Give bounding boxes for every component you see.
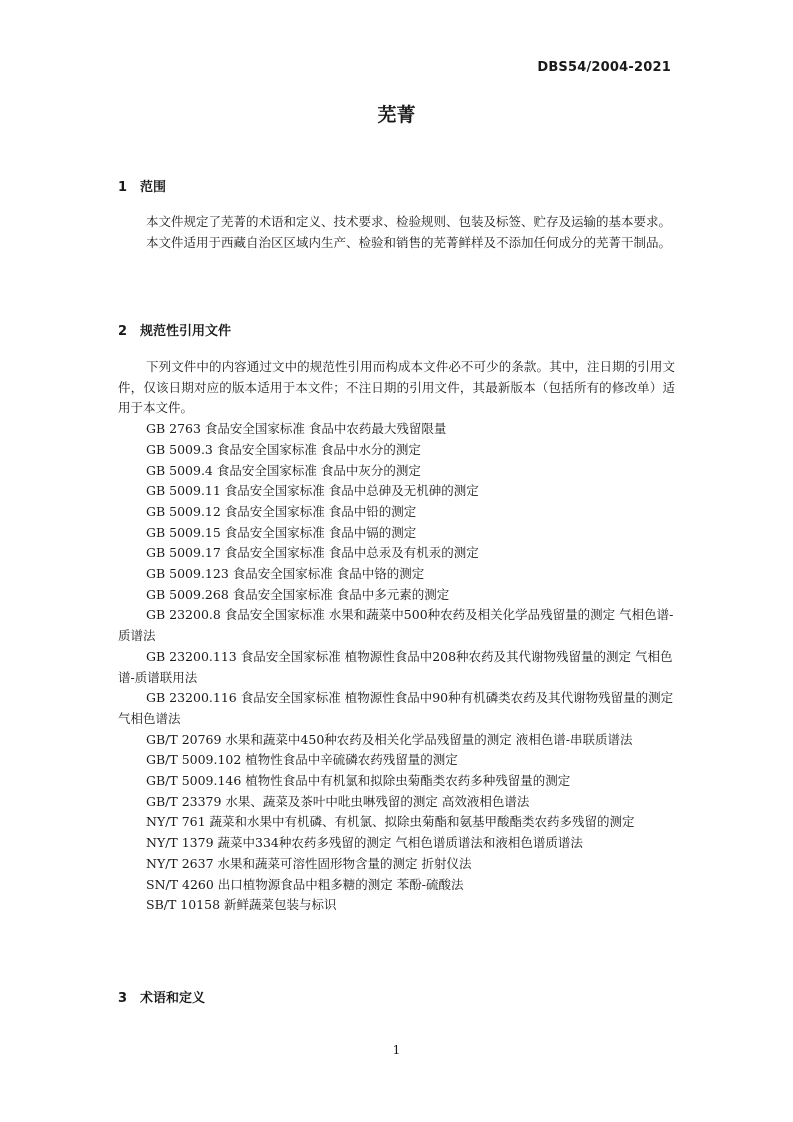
reference-item: NY/T 761 蔬菜和水果中有机磷、有机氯、拟除虫菊酯和氨基甲酸酯类农药多残留的测定 — [146, 814, 635, 830]
reference-item: GB 5009.268 食品安全国家标准 食品中多元素的测定 — [146, 586, 450, 602]
reference-item: GB 2763 食品安全国家标准 食品中农药最大残留限量 — [146, 421, 447, 437]
section-number: 3 — [118, 991, 128, 1006]
section-2-body — [118, 357, 675, 916]
standard-code: DBS54/2004-2021 — [537, 60, 671, 75]
reference-item: GB/T 5009.102 植物性食品中辛硫磷农药残留量的测定 — [146, 752, 458, 768]
reference-item: GB/T 5009.146 植物性食品中有机氯和拟除虫菊酯类农药多种残留量的测定 — [146, 773, 571, 789]
section-3-heading — [118, 987, 205, 1006]
reference-item: GB 5009.3 食品安全国家标准 食品中水分的测定 — [146, 441, 421, 457]
section-title: 规范性引用文件 — [140, 324, 232, 339]
reference-item: GB 5009.15 食品安全国家标准 食品中镉的测定 — [146, 524, 417, 540]
reference-item: NY/T 2637 水果和蔬菜可溶性固形物含量的测定 折射仪法 — [146, 855, 472, 871]
section-2-heading — [118, 320, 231, 339]
paragraph: 本文件规定了芜菁的术语和定义、技术要求、检验规则、包装及标签、贮存及运输的基本要求。 — [146, 214, 672, 229]
reference-item: GB 23200.113 食品安全国家标准 植物源性食品中208种农药及其代谢物残留量的测定 气相色谱-质谱联用法 — [118, 648, 673, 685]
reference-item: GB 5009.12 食品安全国家标准 食品中铅的测定 — [146, 503, 417, 519]
paragraph: 本文件适用于西藏自治区区域内生产、检验和销售的芜菁鲜样及不添加任何成分的芜菁干制品。 — [146, 234, 672, 250]
reference-item: GB 23200.116 食品安全国家标准 植物源性食品中90种有机磷类农药及其代谢物残留量的测定 气相色谱法 — [118, 690, 674, 726]
reference-item: NY/T 1379 蔬菜中334种农药多残留的测定 气相色谱质谱法和液相色谱质谱法 — [146, 835, 583, 851]
reference-item: GB/T 23379 水果、蔬菜及茶叶中吡虫啉残留的测定 高效液相色谱法 — [146, 793, 530, 809]
section-1-body — [118, 212, 675, 253]
paragraph: 下列文件中的内容通过文中的规范性引用而构成本文件必不可少的条款。其中，注日期的引用文件，仅该日期对应的版本适用于本文件；不注日期的引用文件，其最新版本（包括所有的修改单）适用于本文件。 — [118, 359, 675, 416]
reference-item: SB/T 10158 新鲜蔬菜包装与标识 — [146, 897, 337, 913]
reference-item: SN/T 4260 出口植物源食品中粗多糖的测定 苯酚-硫酸法 — [146, 876, 464, 892]
page-number: 1 — [392, 1043, 401, 1057]
reference-item: GB 23200.8 食品安全国家标准 水果和蔬菜中500种农药及相关化学品残留量的测定 气相色谱-质谱法 — [118, 607, 674, 644]
section-title: 范围 — [140, 180, 167, 195]
section-1-heading — [118, 176, 166, 195]
reference-item: GB 5009.123 食品安全国家标准 食品中铬的测定 — [146, 566, 425, 582]
section-number: 2 — [118, 324, 128, 339]
document-title: 芜菁 — [377, 104, 416, 126]
reference-list — [118, 419, 675, 916]
section-number: 1 — [118, 180, 128, 195]
reference-item: GB 5009.11 食品安全国家标准 食品中总砷及无机砷的测定 — [146, 483, 479, 499]
reference-item: GB 5009.17 食品安全国家标准 食品中总汞及有机汞的测定 — [146, 545, 479, 561]
reference-item: GB/T 20769 水果和蔬菜中450种农药及相关化学品残留量的测定 液相色谱-串联质谱法 — [146, 731, 633, 747]
reference-item: GB 5009.4 食品安全国家标准 食品中灰分的测定 — [146, 462, 421, 478]
section-title: 术语和定义 — [140, 991, 206, 1006]
